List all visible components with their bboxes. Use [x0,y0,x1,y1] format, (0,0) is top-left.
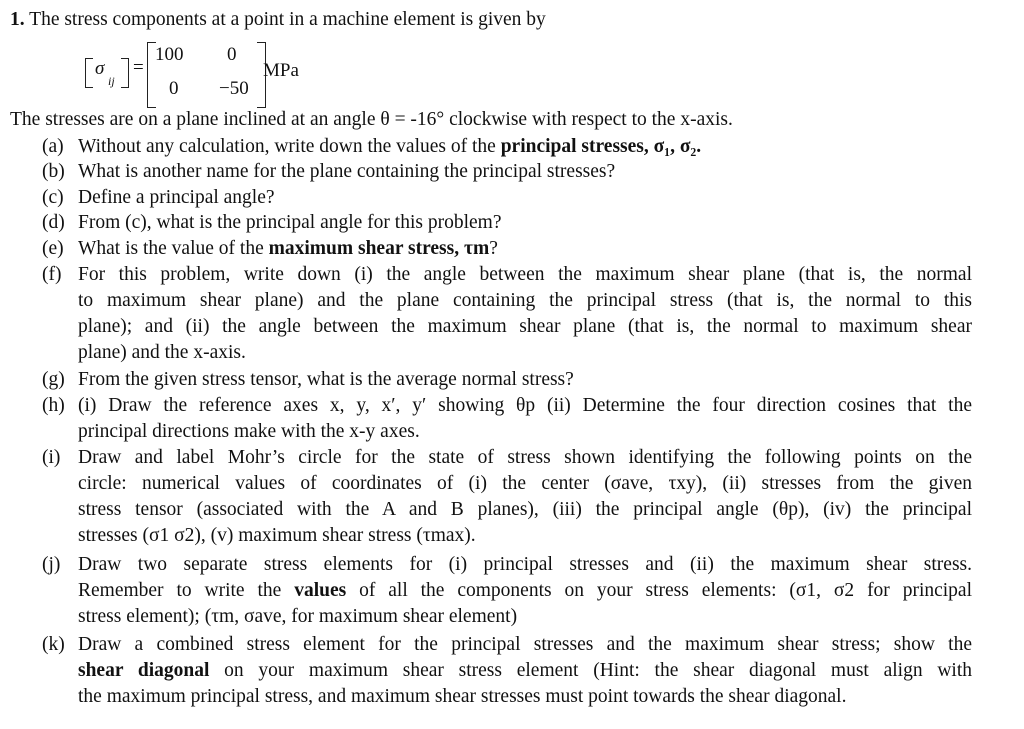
question-label: (c) [42,187,64,208]
problem-text: The stress components at a point in a machine element is given by [29,9,546,30]
matrix-cell-12: 0 [227,44,237,65]
question-line: Define a principal angle? [78,187,275,208]
question-line: For this problem, write down (i) the angle between the maximum shear plane (that is, the normal [78,264,972,285]
sigma-symbol: σ [95,58,105,79]
question-item [42,210,972,236]
question-line: shear diagonal on your maximum shear stress element (Hint: the shear diagonal must align with [78,660,972,681]
question-label: (f) [42,264,62,285]
lhs-bracket-right [121,58,129,88]
sigma-subscript: ij [108,74,115,88]
question-line: stresses (σ1 σ2), (v) maximum shear stress (τmax). [78,525,476,546]
question-label: (a) [42,136,64,157]
question-line: to maximum shear plane) and the plane containing the principal stress (that is, the normal to this [78,290,972,311]
question-label: (d) [42,212,65,233]
unit-label: MPa [263,60,299,81]
question-item [42,393,972,445]
question-text [78,632,972,710]
question-line: Draw and label Mohr’s circle for the state of stress shown identifying the following points on the [78,447,972,468]
problem-statement [10,7,546,33]
matrix-cell-21: 0 [169,78,179,99]
question-line: From the given stress tensor, what is the average normal stress? [78,369,574,390]
question-text [78,262,972,366]
question-item [42,445,972,549]
question-line: Remember to write the values of all the components on your stress elements: (σ1, σ2 for principal [78,580,973,601]
question-line: (i) Draw the reference axes x, y, x′, y′ showing θp (ii) Determine the four direction cosines that the [78,395,972,416]
problem-number: 1. [10,9,25,30]
question-line: the maximum principal stress, and maximum shear stresses must point towards the shear diagonal. [78,686,847,707]
question-text [78,367,972,393]
matrix-cell-22: −50 [219,78,249,99]
question-text [78,159,972,185]
bold-term: principal stresses, σ₁, σ₂. [500,136,702,157]
question-item [42,632,972,710]
question-item [42,159,972,185]
question-label: (g) [42,369,65,390]
question-label: (k) [42,634,65,655]
lhs-bracket-left [85,58,93,88]
question-line: What is the value of the maximum shear stress, τm? [78,238,498,259]
question-item [42,552,972,630]
question-text [78,210,972,236]
matrix-cell-11: 100 [155,44,184,65]
bold-term: shear diagonal [78,660,210,681]
question-line: principal directions make with the x-y axes. [78,421,420,442]
question-item [42,262,972,366]
question-text [78,393,972,445]
equals-sign: = [133,57,144,78]
question-item [42,236,972,262]
question-text [78,185,972,211]
stress-tensor [85,40,345,112]
question-line: stress tensor (associated with the A and B planes), (iii) the principal angle (θp), (iv) the principal [78,499,972,520]
question-line: What is another name for the plane containing the principal stresses? [78,161,616,182]
question-line: plane) and the x-axis. [78,342,246,363]
question-label: (j) [42,554,61,575]
question-line: Without any calculation, write down the values of the principal stresses, σ₁, σ₂. [78,136,702,157]
question-text [78,445,972,549]
question-line: stress element); (τm, σave, for maximum shear element) [78,606,518,627]
bold-term: maximum shear stress, τm [268,238,490,259]
question-label: (h) [42,395,65,416]
bold-term: values [294,580,347,601]
question-line: From (c), what is the principal angle for this problem? [78,212,502,233]
question-label: (b) [42,161,65,182]
question-line: Draw a combined stress element for the principal stresses and the maximum shear stress; show the [78,634,972,655]
question-line: circle: numerical values of coordinates of (i) the center (σave, τxy), (ii) stresses from the given [78,473,972,494]
question-item [42,185,972,211]
question-label: (i) [42,447,61,468]
question-text [78,134,972,160]
question-item [42,367,972,393]
question-text [78,552,972,630]
question-text [78,236,972,262]
question-line: Draw two separate stress elements for (i) principal stresses and (ii) the maximum shear stress. [78,554,972,575]
question-label: (e) [42,238,64,259]
question-item [42,134,972,160]
question-line: plane); and (ii) the angle between the maximum shear plane (that is, the normal to maximum shear [78,316,972,337]
context-paragraph: The stresses are on a plane inclined at an angle θ = -16° clockwise with respect to the x-axis. [10,109,733,130]
